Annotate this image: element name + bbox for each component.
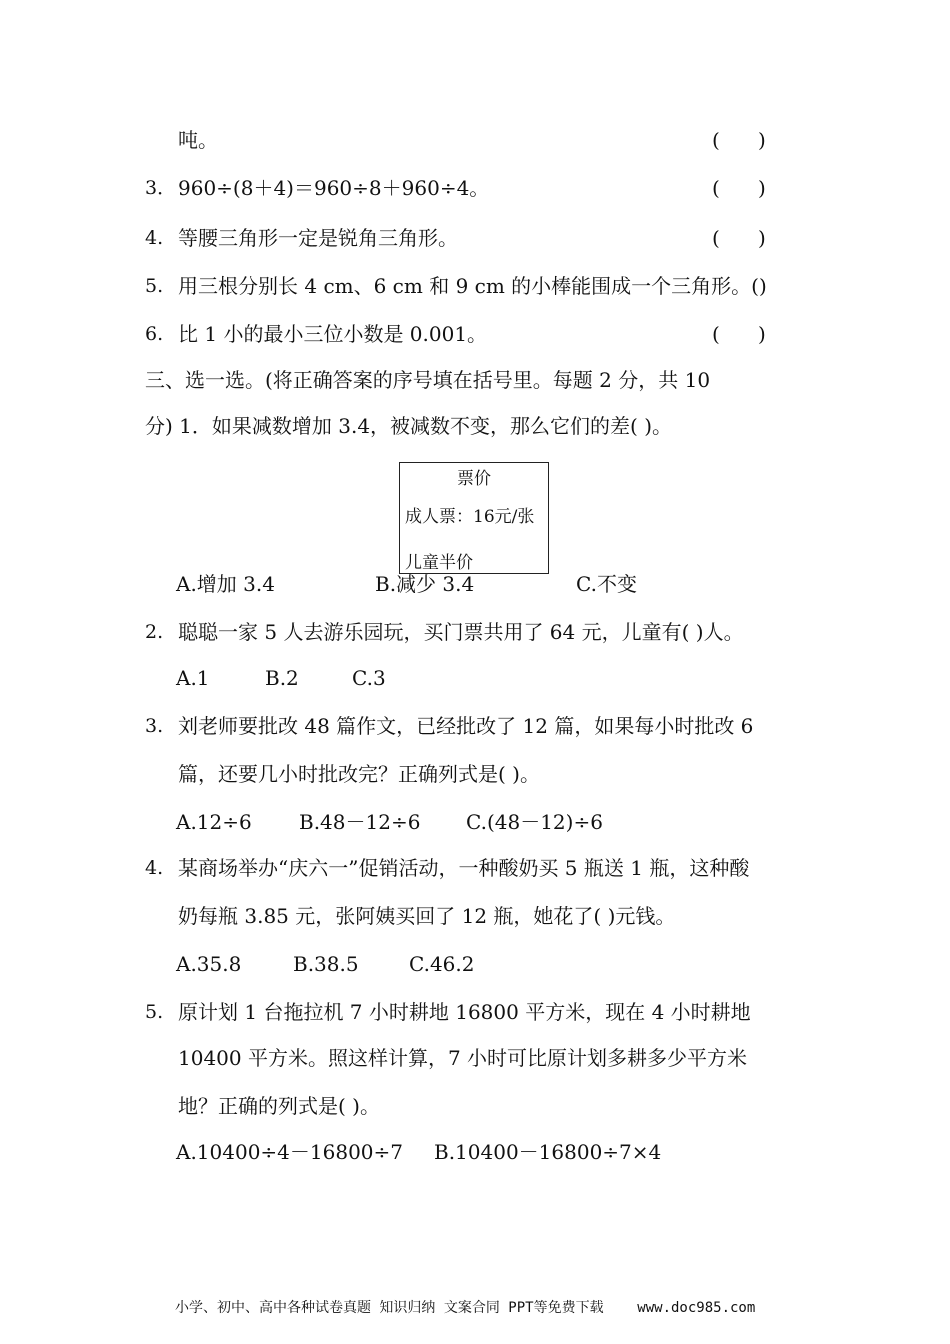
option-b: B.减少 3.4 [375, 572, 475, 596]
option-b: B.2 [265, 666, 299, 690]
judge-question-3: 960÷(8＋4)＝960÷8＋960÷4。 [178, 176, 490, 200]
choice-question-5-cont2: 地？正确的列式是( )。 [178, 1094, 380, 1118]
question-number: 3． [145, 177, 177, 199]
ticket-title: 票价 [457, 469, 491, 489]
question-number: 3. [145, 715, 164, 737]
choice-question-3: 刘老师要批改 48 篇作文，已经批改了 12 篇，如果每小时批改 6 [178, 714, 754, 738]
judge-question-6: 比 1 小的最小三位小数是 0.001。 [178, 322, 488, 346]
answer-blank: ( ) [712, 176, 766, 200]
judge-question-5: 用三根分别长 4 cm、6 cm 和 9 cm 的小棒能围成一个三角形。() [178, 274, 767, 298]
choice-question-4: 某商场举办“庆六一”促销活动，一种酸奶买 5 瓶送 1 瓶，这种酸 [178, 856, 750, 880]
ticket-price-box [399, 462, 549, 574]
option-b: B.10400－16800÷7×4 [434, 1140, 662, 1164]
option-c: C.3 [352, 666, 386, 690]
answer-blank: ( ) [712, 226, 766, 250]
section-heading: 三、选一选。(将正确答案的序号填在括号里。每题 2 分，共 10 [145, 368, 711, 392]
option-a: A.1 [176, 666, 210, 690]
answer-blank: ( ) [712, 322, 766, 346]
option-a: A.10400÷4－16800÷7 [176, 1140, 404, 1164]
option-b: B.48－12÷6 [299, 810, 421, 834]
choice-question-4-cont: 奶每瓶 3.85 元，张阿姨买回了 12 瓶，她花了( )元钱。 [178, 904, 676, 928]
choice-question-5-cont: 10400 平方米。照这样计算，7 小时可比原计划多耕多少平方米 [178, 1046, 748, 1070]
choice-question-3-cont: 篇，还要几小时批改完？正确列式是( )。 [178, 762, 540, 786]
question-number: 5. [145, 1001, 164, 1023]
question-number: 2. [145, 621, 164, 643]
footer-watermark: 小学、初中、高中各种试卷真题 知识归纳 文案合同 PPT等免费下载 www.doc985.com [175, 1300, 756, 1316]
choice-question-2: 聪聪一家 5 人去游乐园玩，买门票共用了 64 元，儿童有( )人。 [178, 620, 744, 644]
option-c: C.(48－12)÷6 [466, 810, 603, 834]
option-a: A.增加 3.4 [176, 572, 275, 596]
question-number: 4. [145, 857, 164, 879]
option-a: A.35.8 [176, 952, 242, 976]
option-c: C.不变 [576, 572, 637, 596]
answer-blank: ( ) [712, 128, 766, 152]
ticket-child-price: 儿童半价 [405, 553, 473, 573]
judge-question-4: 等腰三角形一定是锐角三角形。 [178, 226, 458, 250]
option-a: A.12÷6 [176, 810, 252, 834]
option-b: B.38.5 [293, 952, 359, 976]
choice-question-1: 分) 1．如果减数增加 3.4，被减数不变，那么它们的差( )。 [145, 414, 673, 438]
q2-continuation: 吨。 [178, 128, 218, 152]
choice-question-5: 原计划 1 台拖拉机 7 小时耕地 16800 平方米，现在 4 小时耕地 [178, 1000, 751, 1024]
question-number: 6. [145, 323, 164, 345]
option-c: C.46.2 [409, 952, 475, 976]
question-number: 5. [145, 275, 164, 297]
ticket-adult-price: 成人票：16元/张 [405, 507, 535, 527]
question-number: 4. [145, 227, 164, 249]
